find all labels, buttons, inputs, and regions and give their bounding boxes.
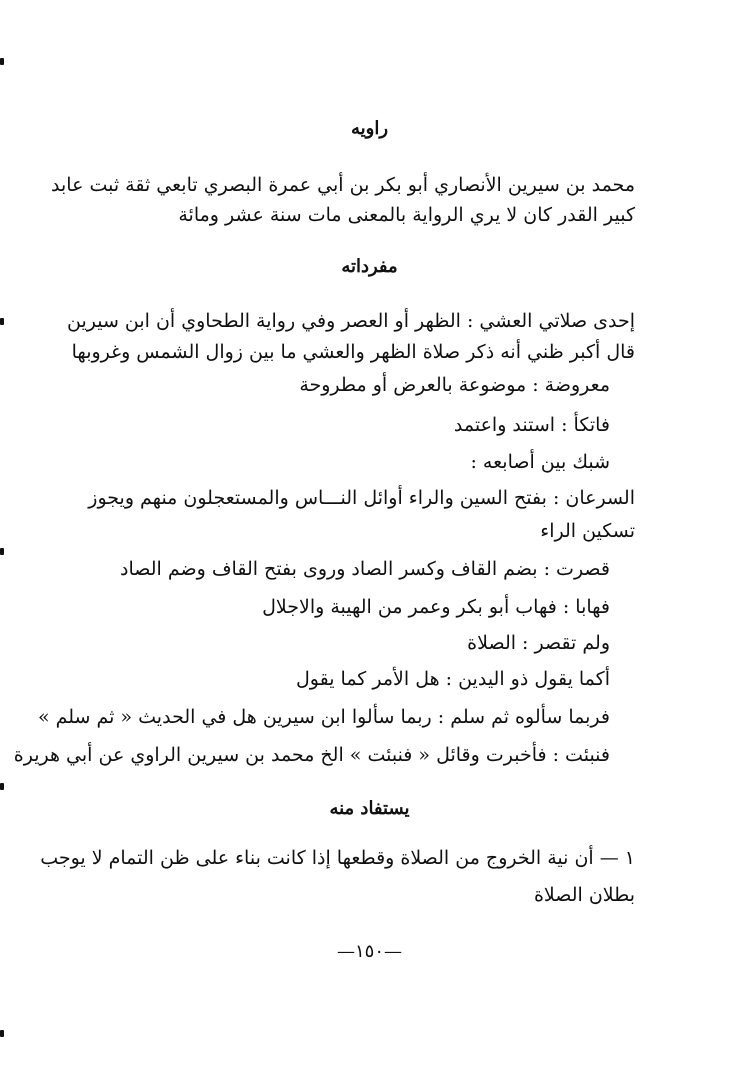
vocab-line: فنبئت : فأخبرت وقائل « فنبئت » الخ محمد بن سيرين الراوي عن أبي هريرة [13,744,610,766]
vocab-line: ولم تقصر : الصلاة [467,632,610,654]
scan-edge-mark [0,58,4,65]
benefits-line: بطلان الصلاة [533,884,635,906]
vocab-line: شبك بين أصابعه : [470,451,610,473]
narrator-line: كبير القدر كان لا يري الرواية بالمعنى مات سنة عشر ومائة [178,204,635,226]
benefits-line: ١ — أن نية الخروج من الصلاة وقطعها إذا كانت بناء على ظن التمام لا يوجب [40,847,635,869]
vocab-line: فاتكأ : استند واعتمد [453,414,610,436]
vocab-line: معروضة : موضوعة بالعرض أو مطروحة [299,374,610,396]
vocab-line: أكما يقول ذو اليدين : هل الأمر كما يقول [295,668,610,690]
vocab-line: إحدى صلاتي العشي : الظهر أو العصر وفي رواية الطحاوي أن ابن سيرين [66,310,635,332]
vocab-line: فهابا : فهاب أبو بكر وعمر من الهيبة والاجلال [262,596,610,618]
narrator-line: محمد بن سيرين الأنصاري أبو بكر بن أبي عمرة البصري تابعي ثقة ثبت عابد [51,174,635,196]
narrator-heading: راويه [350,118,389,139]
benefits-heading: يستفاد منه [329,798,410,819]
vocab-line: السرعان : بفتح السين والراء أوائل النـــاس والمستعجلون منهم ويجوز [88,487,635,509]
vocab-line: فربما سألوه ثم سلم : ربما سألوا ابن سيرين هل في الحديث « ثم سلم » [37,706,610,728]
page-number: —١٥٠— [336,941,402,962]
vocab-line: قصرت : بضم القاف وكسر الصاد وروى بفتح القاف وضم الصاد [120,558,610,580]
scan-edge-mark [0,1030,4,1037]
scan-edge-mark [0,318,4,325]
scan-edge-mark [0,783,4,790]
vocab-line: قال أكبر ظني أنه ذكر صلاة الظهر والعشي ما بين زوال الشمس وغروبها [71,341,635,363]
vocab-line: تسكين الراء [540,520,635,542]
scan-edge-mark [0,548,4,555]
vocab-heading: مفرداته [341,256,398,277]
